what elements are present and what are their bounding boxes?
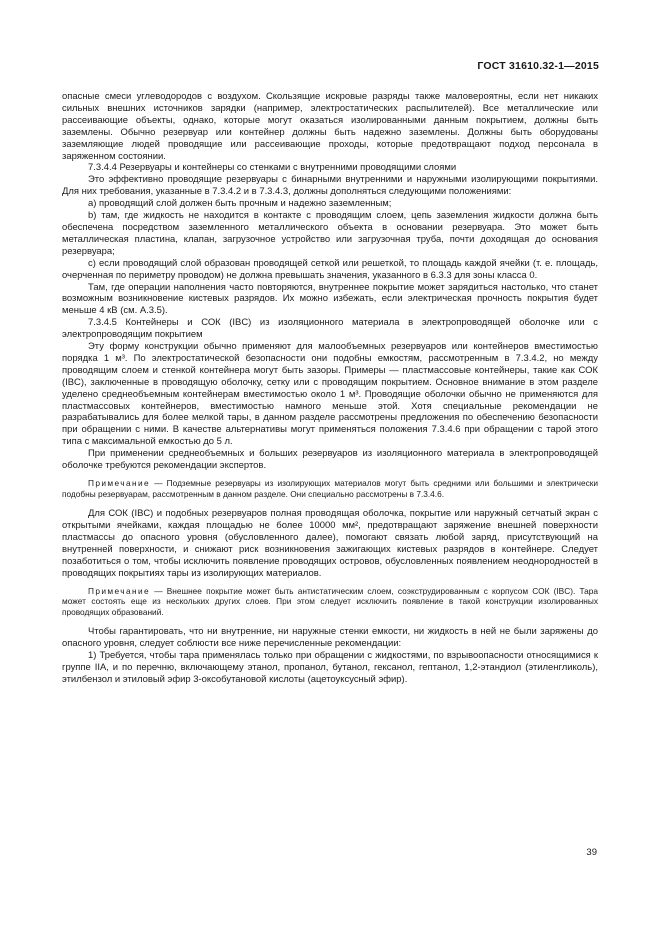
note-block [62, 478, 598, 499]
note-text: — Подземные резервуары из изолирующих материалов могут быть средними или большими и электрически подобны резервуарам, рассмотренным в данном разделе. Они специально рассмотрены в 7.3.4.6. [62, 478, 598, 499]
page-number: 39 [586, 847, 597, 858]
document-body [62, 91, 598, 686]
paragraph: При применении среднеобъемных и больших резервуаров из изоляционного материала в электропроводящей оболочке требуются рекомендации экспертов. [62, 448, 598, 472]
note-label: Примечание [88, 585, 151, 596]
paragraph: Для СОК (IBC) и подобных резервуаров полная проводящая оболочка, покрытие или наружный сетчатый экран с открытыми ячейками, каждая площадью не более 10000 мм², предотвращают заряжение внешней поверхности пластмассы до опасного уровня (обусловленного далее), помогают связать любой заряд, присутствующий на внутренней поверхности, и снижают риск возникновения зажигающих кистевых разрядов в контейнере. Следует позаботиться о том, чтобы исключить появление проводящих островов, обусловленных появлением неоднородностей в проводящих покрытиях тары из изолирующих материалов. [62, 508, 598, 579]
paragraph-continuation: опасные смеси углеводородов с воздухом. Скользящие искровые разряды также маловероятны, если нет никаких сильных внешних источников зарядки (например, электростатических распылителей). Все металлические или рассеивающие объекты, однако, которые могут оказаться изолированными данным покрытием, должны быть заземлены. Обычно резервуар или контейнер должны быть надежно заземлены. Должны быть оборудованы заземляющие людей проводящие или рассеивающие проходы, которые предотвращают подход персонала в заряженном состоянии. [62, 91, 598, 162]
list-item-a: a) проводящий слой должен быть прочным и надежно заземленным; [88, 198, 392, 210]
paragraph: Чтобы гарантировать, что ни внутренние, ни наружные стенки емкости, ни жидкость в ней не были заряжены до опасного уровня, следует соблюсти все ниже перечисленные рекомендации: [62, 626, 598, 650]
section-heading-7-3-4-4: 7.3.4.4 Резервуары и контейнеры со стенками с внутренними проводящими слоями [88, 162, 457, 174]
list-item-1: 1) Требуется, чтобы тара применялась только при обращении с жидкостями, по взрывоопасности относящимися к группе IIA, и по перечню, включающему этанол, пропанол, бутанол, гексанол, гептанол, 1,2-этандиол (этиленгликоль), этилбензол и этиловый эфир 3-оксобутановой кислоты (ацетоуксусный эфир). [62, 650, 598, 686]
paragraph: Там, где операции наполнения часто повторяются, внутреннее покрытие может зарядиться настолько, что станет возможным возникновение кистевых разрядов. Их можно избежать, если электрическая прочность покрытия будет меньше 4 кВ (см. А.3.5). [62, 281, 598, 317]
paragraph: Эту форму конструкции обычно применяют для малообъемных резервуаров или контейнеров вместимостью порядка 1 м³. По электростатической безопасности они подобны емкостям, рассмотренным в 7.3.4.2, но между проводящим слоем и стенкой контейнера могут быть зазоры. Примеры — пластмассовые контейнеры, такие как СОК (IBC), заключенные в проводящую оболочку, сетку или с проводящим покрытием. Основное внимание в этом разделе уделено среднеобъемным контейнерам вместимостью около 1 м³. Проводящие оболочки обычно не применяются для пластмассовых контейнеров, вместимостью намного меньше этой. Хотя специальные рекомендации не разрабатывались для более мелкой тары, в данном разделе рассмотрены предложения по обеспечению безопасности при обращении с ними. В качестве альтернативы могут применяться положения 7.3.4.6 при обращении с тарой этого типа с максимальной емкостью до 5 л. [62, 341, 598, 448]
note-text: — Внешнее покрытие может быть антистатическим слоем, соэкструдированным с корпусом СОК (IBC). Тара может состоять еще из нескольких других слоев. При этом следует исключить появление в такой конструкции изолированных проводящих образований. [62, 585, 598, 617]
paragraph: Это эффективно проводящие резервуары с бинарными внутренними и наружными изолирующими покрытиями. Для них требования, указанные в 7.3.4.2 и в 7.3.4.3, должны дополняться следующими положениями: [62, 174, 598, 198]
list-item-c: c) если проводящий слой образован проводящей сеткой или решеткой, то площадь каждой ячейки (т. е. площадь, очерченная по периметру проводом) не должна превышать значения, указанного в 6.3.3 для зоны класса 0. [62, 257, 598, 281]
note-block [62, 586, 598, 618]
note-label: Примечание [88, 478, 151, 488]
list-item-b: b) там, где жидкость не находится в контакте с проводящим слоем, цепь заземления жидкости должна быть обеспечена посредством заземленного металлического объекта в основании резервуара. Это может быть металлическая пластина, клапан, загрузочное устройство или загрузочная труба, почти доходящая до основания резервуара; [62, 210, 598, 257]
section-heading-7-3-4-5: 7.3.4.5 Контейнеры и СОК (IBC) из изоляционного материала в электропроводящей оболочке или с электропроводящим покрытием [62, 317, 598, 341]
doc-code-header: ГОСТ 31610.32-1—2015 [477, 60, 599, 72]
